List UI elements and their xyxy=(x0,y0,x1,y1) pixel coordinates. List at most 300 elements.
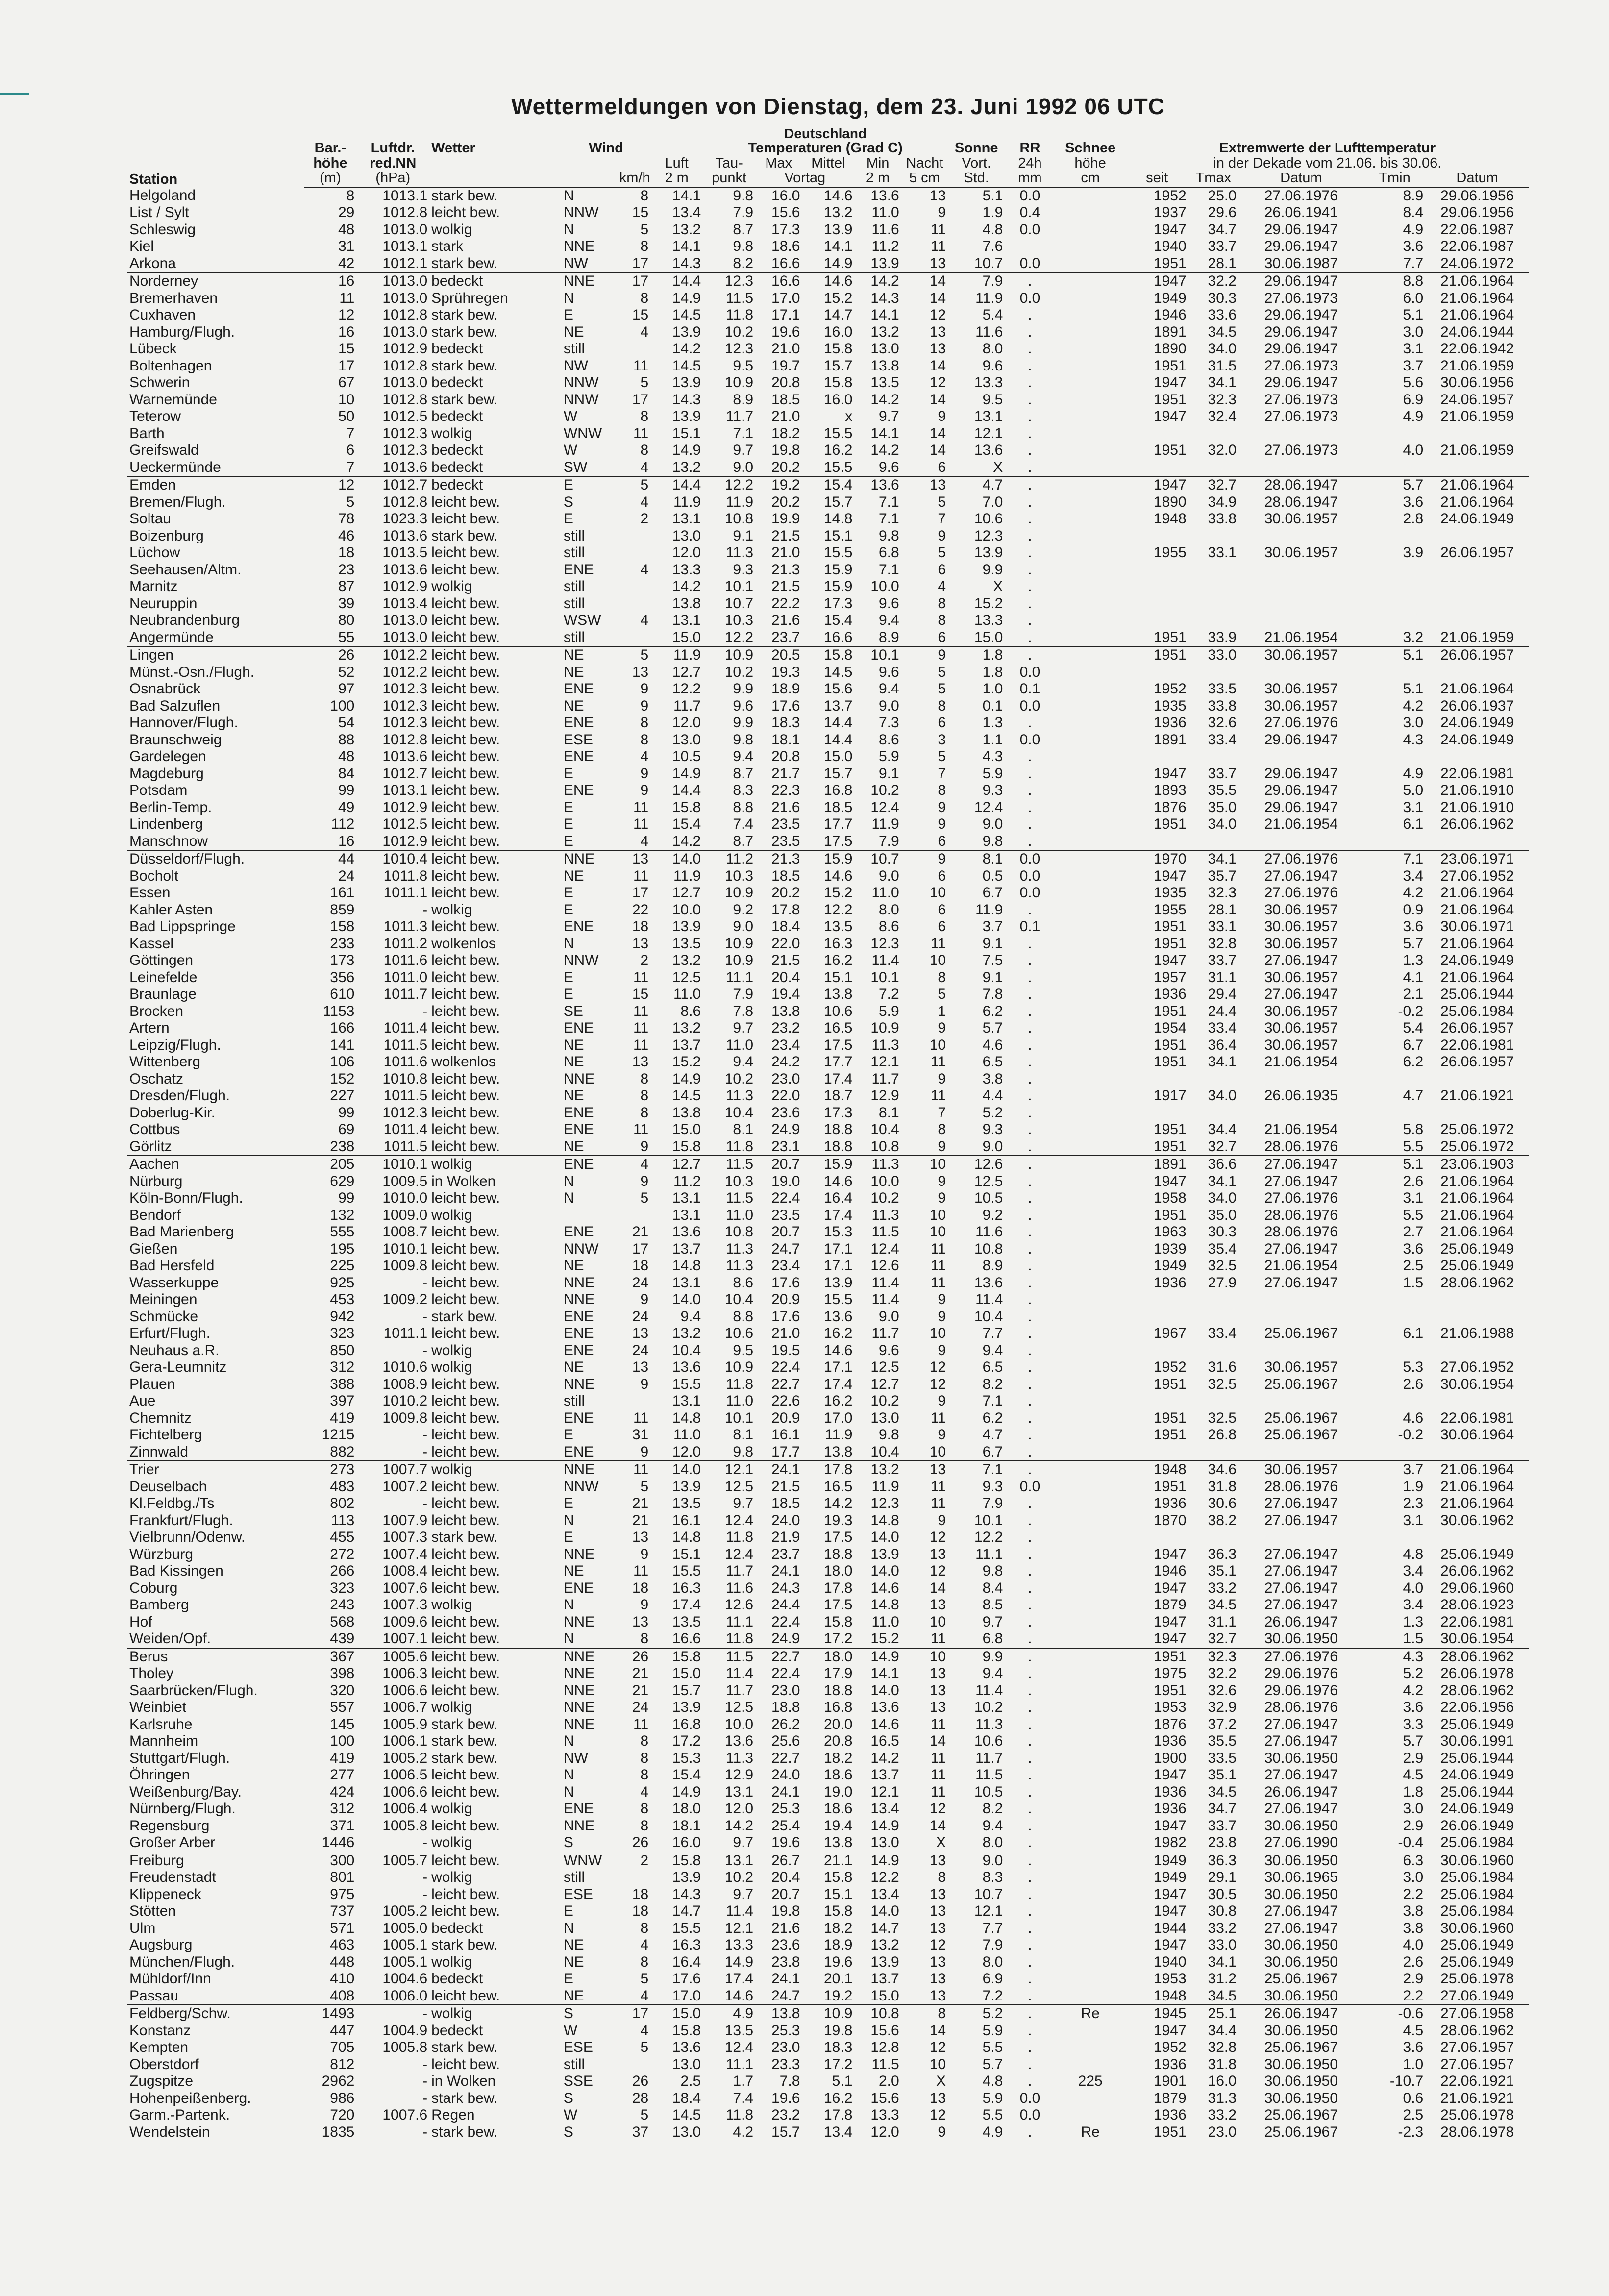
cell-hoehe: 99 xyxy=(338,1190,355,1207)
cell-tmax-datum: 27.06.1947 xyxy=(1238,1156,1364,1173)
cell-rr-24h: . xyxy=(1028,935,1032,952)
cell-tmin-datum: 25.06.1944 xyxy=(1440,1783,1514,1800)
cell-min-2m: 14.9 xyxy=(870,1817,899,1834)
cell-wind-kmh xyxy=(618,595,650,613)
cell-tmax xyxy=(1188,578,1238,595)
col-vort: Vort. xyxy=(962,155,991,171)
cell-min-2m: 9.8 xyxy=(879,1427,899,1443)
cell-tmin-datum: 28.06.1962 xyxy=(1425,1648,1529,1666)
cell-mittel: 19.8 xyxy=(824,2022,853,2039)
cell-hoehe: 1153 xyxy=(322,1003,355,1019)
cell-tmin-datum: 28.06.1923 xyxy=(1440,1597,1514,1613)
cell-rr-24h: . xyxy=(1028,1801,1032,1817)
cell-seit: 1951 xyxy=(1153,1138,1187,1155)
cell-tmin-datum: 24.06.1944 xyxy=(1440,323,1514,340)
cell-sonne: 10.6 xyxy=(974,1733,1003,1750)
cell-min-2m: 11.4 xyxy=(871,1291,899,1308)
cell-hoehe: 84 xyxy=(338,765,355,782)
station-row xyxy=(127,1869,1529,1886)
cell-mittel: 18.8 xyxy=(824,1546,853,1562)
cell-min-2m: 11.0 xyxy=(871,885,899,901)
cell-tmax xyxy=(1188,833,1238,851)
cell-luft-2m: 16.3 xyxy=(672,1937,701,1953)
cell-tmin-datum: 21.06.1921 xyxy=(1440,1087,1514,1104)
cell-wind-richtung: NE xyxy=(563,1138,584,1155)
station-row xyxy=(127,528,1529,545)
cell-hoehe: 80 xyxy=(338,612,355,629)
cell-wetter: leicht bew. xyxy=(431,494,500,510)
unit-2m: 2 m xyxy=(650,171,703,187)
cell-tmax-datum: 27.06.1947 xyxy=(1264,1512,1338,1529)
cell-mittel: 16.8 xyxy=(824,782,853,799)
station-row xyxy=(127,1750,1529,1767)
cell-max: 23.5 xyxy=(771,833,800,849)
cell-schnee xyxy=(1055,918,1126,936)
cell-station: Leinefelde xyxy=(129,969,198,986)
cell-rr-24h: . xyxy=(1005,476,1055,494)
cell-tmin-datum: 27.06.1949 xyxy=(1440,1987,1514,2004)
cell-schnee xyxy=(1055,1903,1126,1920)
station-row xyxy=(127,324,1529,341)
station-row xyxy=(127,1767,1529,1784)
cell-wind-kmh: 4 xyxy=(618,1156,650,1173)
cell-sonne: 7.6 xyxy=(982,238,1003,255)
cell-luft-2m: 14.9 xyxy=(672,765,701,782)
cell-seit: 1936 xyxy=(1153,1274,1187,1291)
cell-schnee xyxy=(1055,1105,1126,1122)
cell-min-2m: 10.0 xyxy=(870,1173,899,1189)
cell-wetter: leicht bew. xyxy=(431,731,500,748)
cell-wetter: leicht bew. xyxy=(431,1495,500,1512)
cell-wind-richtung: NNE xyxy=(563,1665,595,1682)
cell-sonne: 6.5 xyxy=(982,1359,1003,1376)
cell-min-2m: 9.6 xyxy=(879,459,899,475)
cell-station: List / Sylt xyxy=(129,204,189,221)
cell-tmin-datum: 25.06.1949 xyxy=(1440,1937,1514,1953)
cell-luftdruck: 1006.1 xyxy=(382,1733,428,1750)
cell-tmin-datum: 21.06.1964 xyxy=(1425,272,1529,290)
cell-nacht-5cm: 6 xyxy=(938,901,946,918)
cell-mittel: 14.6 xyxy=(824,867,853,884)
region-heading: Deutschland xyxy=(784,126,867,141)
cell-luftdruck: 1013.0 xyxy=(356,272,429,290)
cell-station: Würzburg xyxy=(129,1546,194,1562)
cell-mittel: 16.2 xyxy=(824,442,853,459)
cell-nacht-5cm: 7 xyxy=(938,765,946,782)
cell-rr-24h: . xyxy=(1028,969,1032,986)
cell-seit xyxy=(1126,1071,1188,1088)
cell-wetter: stark bew. xyxy=(431,2039,498,2056)
cell-seit: 1949 xyxy=(1153,290,1187,306)
cell-hoehe: 277 xyxy=(330,1767,355,1783)
cell-luftdruck: 1008.7 xyxy=(382,1224,428,1240)
cell-tmin: 3.0 xyxy=(1403,323,1424,340)
cell-tmax: 30.3 xyxy=(1208,290,1237,306)
cell-luft-2m: 13.2 xyxy=(672,952,701,969)
cell-wind-kmh: 4 xyxy=(640,748,649,765)
cell-station: Karlsruhe xyxy=(129,1716,193,1732)
cell-taupunkt: 10.2 xyxy=(724,1070,754,1087)
cell-nacht-5cm: 11 xyxy=(930,1767,946,1783)
cell-nacht-5cm: 9 xyxy=(901,850,948,868)
cell-min-2m: 14.2 xyxy=(870,1750,899,1766)
report-title: Wettermeldungen von Dienstag, dem 23. Juni 1992 06 UTC xyxy=(511,94,1165,119)
cell-max: 18.5 xyxy=(771,867,800,884)
cell-station: Kahler Asten xyxy=(129,901,213,918)
cell-wind-kmh: 8 xyxy=(640,1953,649,1970)
cell-max: 23.0 xyxy=(771,2039,800,2056)
cell-max: 19.6 xyxy=(771,1834,800,1851)
cell-wetter: leicht bew. xyxy=(431,1274,500,1291)
cell-rr-24h: 0.0 xyxy=(1019,867,1040,884)
cell-luft-2m: 17.0 xyxy=(672,1987,701,2004)
cell-max: 20.4 xyxy=(771,1869,800,1886)
cell-seit: 1936 xyxy=(1153,2107,1187,2123)
cell-hoehe: 106 xyxy=(330,1054,355,1070)
col-red-nn: red.NN xyxy=(370,155,417,171)
cell-wetter: bedeckt xyxy=(431,2022,483,2039)
cell-wetter: leicht bew. xyxy=(431,1563,500,1580)
cell-seit: 1951 xyxy=(1153,357,1187,374)
cell-tmin-datum xyxy=(1425,1342,1529,1359)
cell-max: 18.6 xyxy=(771,238,800,255)
cell-wind-kmh: 11 xyxy=(633,969,649,986)
cell-wetter: bedeckt xyxy=(431,459,483,475)
cell-tmin: 4.7 xyxy=(1403,1087,1424,1104)
cell-mittel: 14.7 xyxy=(824,307,853,323)
cell-taupunkt: 12.0 xyxy=(724,1801,754,1817)
cell-wind-richtung: still xyxy=(563,1869,585,1886)
cell-station: Chemnitz xyxy=(129,1409,192,1426)
cell-luft-2m: 14.5 xyxy=(672,307,701,323)
cell-rr-24h: . xyxy=(1028,1003,1032,1019)
cell-wind-richtung: NE xyxy=(563,867,584,884)
cell-wind-kmh: 18 xyxy=(632,1903,649,1920)
cell-taupunkt: 10.7 xyxy=(724,595,754,612)
cell-taupunkt: 7.9 xyxy=(733,204,754,221)
cell-rr-24h: . xyxy=(1028,952,1032,969)
cell-wetter: wolkig xyxy=(431,1801,472,1817)
cell-mittel: 17.8 xyxy=(824,1580,853,1596)
cell-wetter: leicht bew. xyxy=(431,918,500,935)
cell-hoehe: 7 xyxy=(346,425,355,442)
cell-luft-2m: 13.2 xyxy=(672,1020,701,1037)
cell-seit: 1870 xyxy=(1153,1512,1187,1529)
cell-taupunkt: 11.0 xyxy=(725,1037,754,1053)
cell-tmax: 32.8 xyxy=(1208,2039,1237,2056)
cell-sonne: 11.9 xyxy=(975,290,1003,306)
cell-taupunkt: 7.4 xyxy=(733,2090,754,2106)
cell-wetter: stark bew. xyxy=(431,1308,498,1325)
cell-sonne: 1.9 xyxy=(982,204,1003,221)
unit-cm: cm xyxy=(1055,171,1126,187)
cell-max: 19.2 xyxy=(755,476,802,494)
cell-tmin: 3.8 xyxy=(1403,1903,1424,1920)
cell-seit: 1951 xyxy=(1153,1121,1187,1138)
station-row xyxy=(127,1665,1529,1682)
station-row xyxy=(127,1648,1529,1666)
cell-sonne: 9.2 xyxy=(982,1207,1003,1223)
cell-tmin-datum: 26.06.1937 xyxy=(1440,697,1514,714)
station-row xyxy=(127,204,1529,222)
cell-wind-kmh: 13 xyxy=(618,850,650,868)
cell-wind-kmh: 15 xyxy=(632,986,649,1003)
station-row xyxy=(127,1037,1529,1054)
cell-hoehe: 26 xyxy=(304,646,356,664)
cell-nacht-5cm: 11 xyxy=(930,1258,946,1274)
cell-wind-richtung: still xyxy=(563,578,585,595)
cell-min-2m: 14.8 xyxy=(870,1597,899,1613)
cell-sonne: 8.1 xyxy=(948,850,1005,868)
cell-schnee xyxy=(1055,969,1126,987)
cell-nacht-5cm: 14 xyxy=(929,290,946,306)
cell-tmin-datum: 25.06.1984 xyxy=(1440,1886,1514,1902)
cell-max: 20.5 xyxy=(755,646,802,664)
cell-mittel: 14.5 xyxy=(824,664,853,680)
cell-mittel: 14.6 xyxy=(802,272,854,290)
cell-wind-richtung: still xyxy=(563,629,585,645)
cell-nacht-5cm: 13 xyxy=(929,1682,946,1699)
cell-mittel: 17.7 xyxy=(824,816,853,833)
cell-schnee xyxy=(1055,681,1126,698)
cell-tmin-datum: 24.06.1972 xyxy=(1440,255,1514,272)
cell-min-2m: 13.9 xyxy=(870,255,899,272)
cell-station: Soltau xyxy=(129,511,172,527)
station-row xyxy=(127,1903,1529,1920)
cell-tmax-datum: 27.06.1976 xyxy=(1264,715,1338,731)
cell-tmax-datum: 28.06.1976 xyxy=(1264,1699,1338,1716)
cell-min-2m: 10.1 xyxy=(870,969,899,986)
cell-tmax: 34.1 xyxy=(1208,1953,1237,1970)
cell-station: Plauen xyxy=(129,1376,175,1392)
cell-hoehe: 6 xyxy=(346,442,355,459)
cell-luft-2m: 10.4 xyxy=(672,1342,701,1358)
cell-tmax-datum: 27.06.1947 xyxy=(1264,867,1338,884)
cell-mittel: 15.8 xyxy=(824,1613,853,1630)
cell-hoehe: 455 xyxy=(330,1529,355,1546)
cell-wind-kmh: 8 xyxy=(640,442,649,459)
cell-seit: 1951 xyxy=(1153,1478,1187,1495)
cell-schnee xyxy=(1055,341,1126,358)
cell-luftdruck: 1010.0 xyxy=(382,1190,428,1207)
cell-schnee xyxy=(1055,1630,1126,1648)
cell-luftdruck: 1005.9 xyxy=(382,1716,428,1732)
cell-wind-richtung: still xyxy=(563,527,585,544)
cell-wetter: leicht bew. xyxy=(431,1580,500,1596)
cell-tmin: 5.1 xyxy=(1403,681,1424,697)
cell-mittel: 13.6 xyxy=(824,1308,853,1325)
cell-min-2m: 10.0 xyxy=(870,578,899,595)
cell-nacht-5cm: 13 xyxy=(929,1920,946,1936)
cell-wind-richtung: still xyxy=(563,595,585,612)
cell-max: 23.0 xyxy=(771,1682,800,1699)
cell-station: Ueckermünde xyxy=(129,459,221,475)
cell-nacht-5cm: 9 xyxy=(938,1190,946,1207)
cell-tmax: 31.2 xyxy=(1208,1971,1237,1987)
cell-sonne: 1.0 xyxy=(982,681,1003,697)
cell-nacht-5cm: 10 xyxy=(929,885,946,901)
cell-wind-richtung: ESE xyxy=(563,731,593,748)
cell-tmax-datum: 27.06.1976 xyxy=(1264,187,1338,204)
cell-sonne: 9.3 xyxy=(982,1121,1003,1138)
cell-luft-2m: 12.5 xyxy=(672,969,701,986)
cell-tmin-datum: 21.06.1959 xyxy=(1440,629,1514,645)
cell-nacht-5cm: 12 xyxy=(929,1529,946,1546)
cell-wind-kmh: 9 xyxy=(640,1291,649,1308)
cell-wind-kmh: 8 xyxy=(640,731,649,748)
cell-rr-24h: . xyxy=(1028,901,1032,918)
cell-station: Trier xyxy=(127,1461,304,1479)
cell-hoehe: 50 xyxy=(338,408,355,425)
station-row xyxy=(127,238,1529,255)
cell-schnee xyxy=(1055,902,1126,919)
cell-max: 21.0 xyxy=(771,341,800,357)
cell-tmax xyxy=(1188,528,1238,545)
cell-wind-richtung: NE xyxy=(563,1037,584,1053)
cell-max: 16.6 xyxy=(755,272,802,290)
cell-seit: 1879 xyxy=(1153,1597,1187,1613)
cell-rr-24h: . xyxy=(1028,1087,1032,1104)
cell-nacht-5cm: 10 xyxy=(901,1648,948,1666)
cell-wetter: leicht bew. xyxy=(431,1003,500,1019)
cell-taupunkt: 10.1 xyxy=(724,1409,754,1426)
cell-tmin: 4.2 xyxy=(1403,885,1424,901)
station-row xyxy=(127,2073,1529,2090)
cell-min-2m: 11.0 xyxy=(871,1613,899,1630)
cell-tmax: 29.1 xyxy=(1208,1869,1237,1886)
cell-hoehe: 555 xyxy=(330,1224,355,1240)
cell-seit: 1947 xyxy=(1153,1767,1187,1783)
cell-hoehe: 99 xyxy=(338,1104,355,1121)
cell-wind-richtung: ENE xyxy=(563,715,594,731)
station-row xyxy=(127,1275,1529,1292)
cell-min-2m: 13.4 xyxy=(870,1886,899,1902)
cell-rr-24h: 0.0 xyxy=(1019,664,1040,680)
cell-seit xyxy=(1126,833,1188,851)
station-row xyxy=(127,1342,1529,1359)
cell-nacht-5cm: 11 xyxy=(930,1495,946,1512)
cell-luft-2m: 9.4 xyxy=(680,1308,701,1325)
cell-hoehe: 158 xyxy=(330,918,355,935)
cell-luft-2m: 14.0 xyxy=(650,1461,703,1479)
cell-nacht-5cm: 9 xyxy=(938,2123,946,2140)
station-row xyxy=(127,1410,1529,1427)
cell-nacht-5cm: 14 xyxy=(929,357,946,374)
cell-max: 22.0 xyxy=(771,1087,800,1104)
cell-max: 23.4 xyxy=(771,1037,800,1053)
cell-tmax: 37.2 xyxy=(1208,1716,1237,1732)
cell-max: 19.6 xyxy=(771,2090,800,2106)
cell-schnee xyxy=(1055,511,1126,528)
cell-taupunkt: 12.3 xyxy=(724,341,754,357)
cell-schnee xyxy=(1055,1275,1126,1292)
cell-wetter: bedeckt xyxy=(431,374,483,391)
cell-seit: 1944 xyxy=(1153,1920,1187,1936)
unit-seit: seit xyxy=(1126,171,1188,187)
station-row xyxy=(127,2124,1529,2141)
cell-mittel: 15.9 xyxy=(802,850,854,868)
cell-tmax: 33.2 xyxy=(1208,1920,1237,1936)
cell-station: Aachen xyxy=(127,1156,304,1173)
cell-wind-kmh: 8 xyxy=(640,238,649,255)
cell-luft-2m: 14.8 xyxy=(672,1409,701,1426)
cell-hoehe: 39 xyxy=(338,595,355,612)
cell-schnee xyxy=(1055,1241,1126,1258)
cell-taupunkt: 10.8 xyxy=(724,1224,754,1240)
cell-luft-2m: 12.7 xyxy=(672,664,701,680)
cell-tmax-datum: 27.06.1976 xyxy=(1238,850,1364,868)
cell-max: 17.7 xyxy=(771,1443,800,1460)
cell-tmax-datum: 30.06.1950 xyxy=(1264,2022,1338,2039)
cell-luft-2m: 16.6 xyxy=(672,1630,701,1647)
cell-hoehe: 424 xyxy=(330,1783,355,1800)
cell-sonne: 11.9 xyxy=(975,901,1003,918)
cell-nacht-5cm: 14 xyxy=(929,425,946,442)
cell-wetter: leicht bew. xyxy=(431,969,500,986)
cell-max: 19.7 xyxy=(771,357,800,374)
cell-wind-kmh: 5 xyxy=(640,2107,649,2123)
cell-mittel: 15.1 xyxy=(824,527,853,544)
cell-tmin-datum: 21.06.1964 xyxy=(1440,290,1514,306)
cell-rr-24h: 0.0 xyxy=(1019,255,1040,272)
cell-tmin-datum: 24.06.1949 xyxy=(1440,952,1514,969)
cell-wetter: wolkig xyxy=(431,221,472,238)
cell-luft-2m: 17.4 xyxy=(672,1597,701,1613)
cell-wetter: Regen xyxy=(431,2107,475,2123)
cell-tmax: 34.1 xyxy=(1208,1173,1237,1189)
station-row xyxy=(127,1087,1529,1105)
cell-min-2m: 12.2 xyxy=(870,1869,899,1886)
cell-luftdruck: 1013.0 xyxy=(382,612,428,629)
cell-rr-24h: . xyxy=(1028,323,1032,340)
cell-max: 22.3 xyxy=(771,782,800,799)
cell-seit xyxy=(1126,1291,1188,1308)
cell-wetter: leicht bew. xyxy=(431,1240,500,1257)
cell-wind-kmh: 17 xyxy=(632,391,649,408)
cell-tmin-datum: 24.06.1949 xyxy=(1440,731,1514,748)
station-row xyxy=(127,2023,1529,2040)
cell-luftdruck: - xyxy=(422,2056,428,2073)
cell-schnee xyxy=(1055,1784,1126,1801)
cell-schnee xyxy=(1055,1410,1126,1427)
cell-station: Freiburg xyxy=(127,1852,304,1870)
cell-rr-24h: . xyxy=(1028,1920,1032,1936)
cell-luftdruck: 1009.6 xyxy=(382,1613,428,1630)
cell-tmax: 32.8 xyxy=(1208,935,1237,952)
cell-tmax-datum: 29.06.1976 xyxy=(1264,1682,1338,1699)
cell-station: Osnabrück xyxy=(129,681,201,697)
cell-nacht-5cm: 11 xyxy=(930,1240,946,1257)
cell-wind-richtung: W xyxy=(563,2022,578,2039)
cell-wetter: stark bew. xyxy=(431,2090,498,2106)
cell-nacht-5cm: 9 xyxy=(938,799,946,815)
cell-wetter: leicht bew. xyxy=(429,1648,562,1666)
cell-tmax: 32.2 xyxy=(1208,1665,1237,1682)
cell-wind-kmh: 8 xyxy=(640,1630,649,1647)
cell-nacht-5cm: 12 xyxy=(929,2107,946,2123)
cell-min-2m: 10.2 xyxy=(870,1393,899,1409)
cell-luftdruck: 1005.2 xyxy=(382,1750,428,1766)
cell-mittel: 14.8 xyxy=(824,511,853,527)
cell-tmax-datum xyxy=(1238,833,1364,851)
cell-nacht-5cm: 6 xyxy=(938,833,946,849)
cell-schnee xyxy=(1055,2107,1126,2124)
cell-sonne: 9.5 xyxy=(982,391,1003,408)
cell-nacht-5cm: 13 xyxy=(929,1971,946,1987)
cell-seit: 1949 xyxy=(1126,1852,1188,1870)
cell-schnee xyxy=(1055,1359,1126,1376)
cell-wind-richtung: NNW xyxy=(563,391,599,408)
